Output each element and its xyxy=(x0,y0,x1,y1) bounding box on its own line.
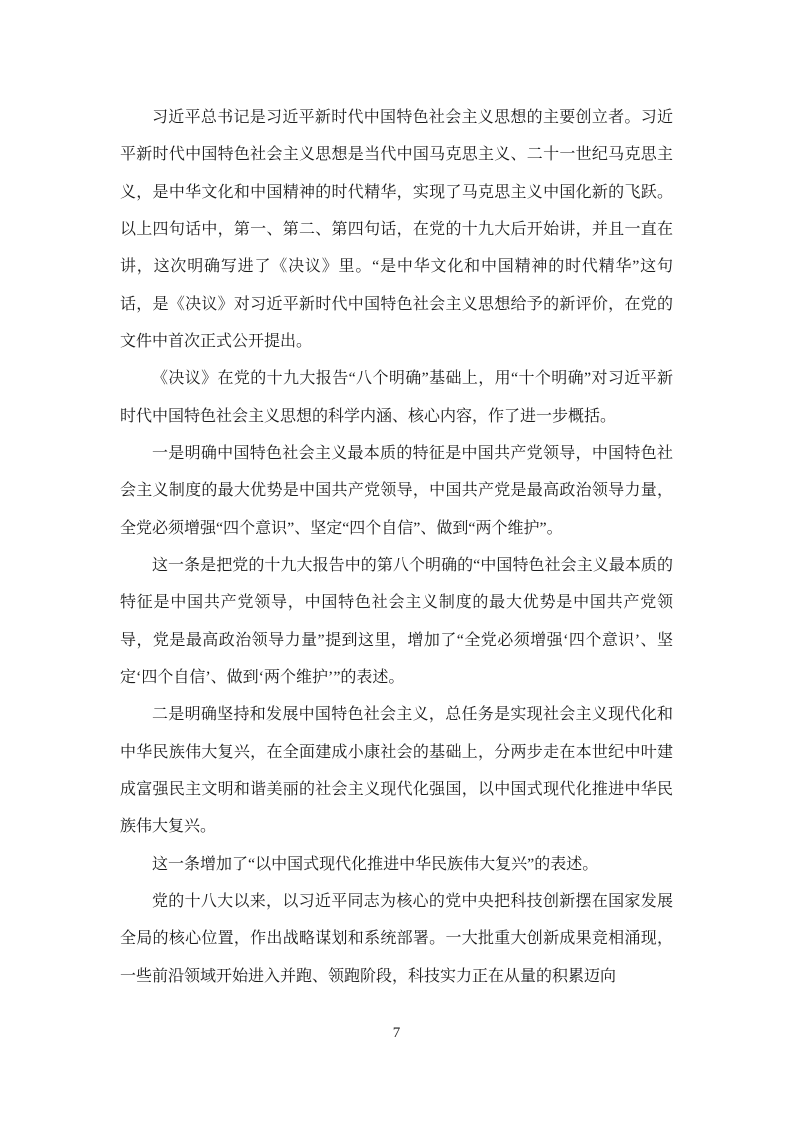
paragraph: 习近平总书记是习近平新时代中国特色社会主义思想的主要创立者。习近平新时代中国特色社会主义思想是当代中国马克思主义、二十一世纪马克思主义，是中华文化和中国精神的时代精华，实现了马克思主义中国化新的飞跃。以上四句话中，第一、第二、第四句话，在党的十九大后开始讲，并且一直在讲，这次明确写进了《决议》里。“是中华文化和中国精神的时代精华”这句话，是《决议》对习近平新时代中国特色社会主义思想给予的新评价，在党的文件中首次正式公开提出。 xyxy=(120,109,673,350)
paragraph: 二是明确坚持和发展中国特色社会主义，总任务是实现社会主义现代化和中华民族伟大复兴，在全面建成小康社会的基础上，分两步走在本世纪中叶建成富强民主文明和谐美丽的社会主义现代化强国，以中国式现代化推进中华民族伟大复兴。 xyxy=(120,706,673,836)
paragraph: 党的十八大以来，以习近平同志为核心的党中央把科技创新摆在国家发展全局的核心位置，作出战略谋划和系统部署。一大批重大创新成果竞相涌现，一些前沿领域开始进入并跑、领跑阶段，科技实力正在从量的积累迈向 xyxy=(120,892,673,985)
paragraph: 这一条是把党的十九大报告中的第八个明确的“中国特色社会主义最本质的特征是中国共产党领导，中国特色社会主义制度的最大优势是中国共产党领导，党是最高政治领导力量”提到这里，增加了“全党必须增强‘四个意识’、坚定‘四个自信’、做到‘两个维护’”的表述。 xyxy=(120,556,673,686)
page-number: 7 xyxy=(392,1025,401,1041)
document-body xyxy=(120,99,673,995)
paragraph: 一是明确中国特色社会主义最本质的特征是中国共产党领导，中国特色社会主义制度的最大优势是中国共产党领导，中国共产党是最高政治领导力量，全党必须增强“四个意识”、坚定“四个自信”、做到“两个维护”。 xyxy=(120,444,673,537)
page-footer xyxy=(0,1022,793,1044)
paragraph: 《决议》在党的十九大报告“八个明确”基础上，用“十个明确”对习近平新时代中国特色社会主义思想的科学内涵、核心内容，作了进一步概括。 xyxy=(120,370,673,425)
paragraph: 这一条增加了“以中国式现代化推进中华民族伟大复兴”的表述。 xyxy=(152,855,599,873)
